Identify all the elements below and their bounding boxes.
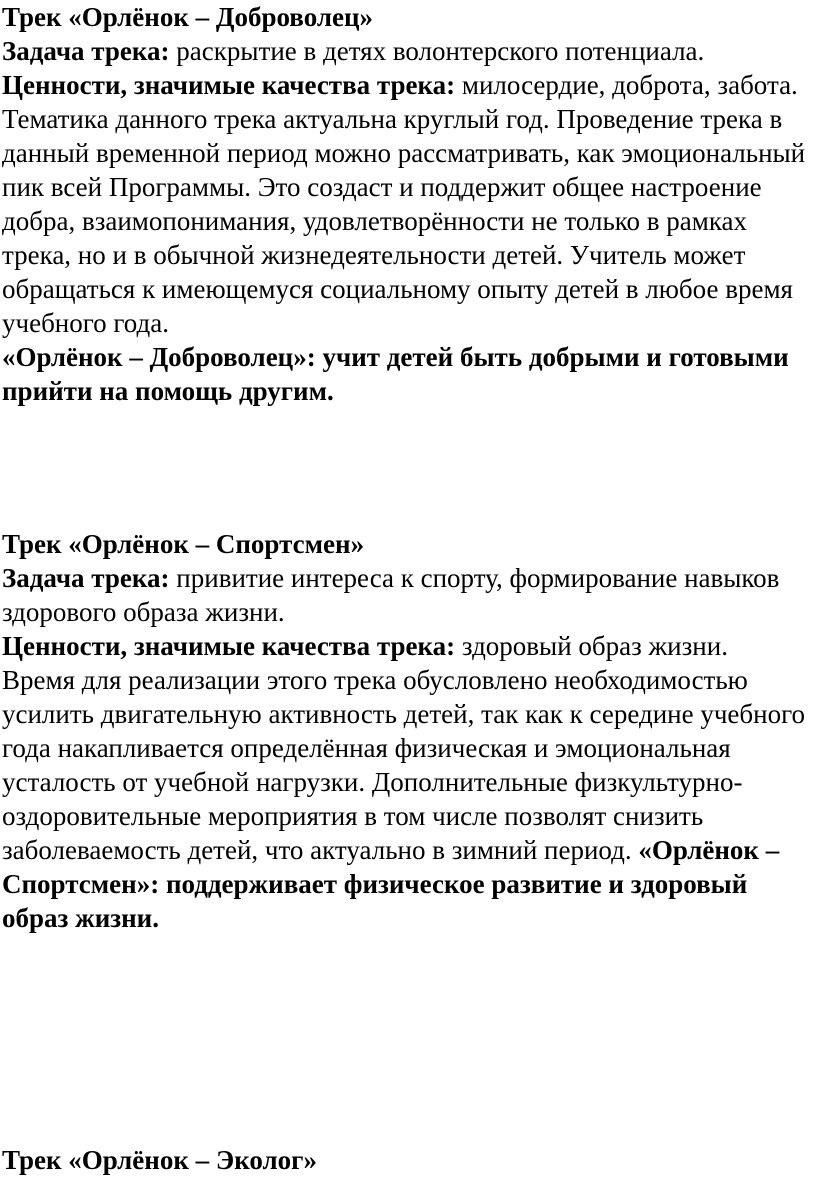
track-task <box>2 34 814 68</box>
track-ecologist <box>0 1143 814 1177</box>
values-label: Ценности, значимые качества трека: <box>2 631 456 661</box>
task-label: Задача трека: <box>2 36 170 66</box>
track-values <box>2 68 814 102</box>
track-sportsman <box>0 527 814 935</box>
task-text: привитие интереса к спорту, формирование навыков здорового образа жизни. <box>2 563 780 627</box>
track-slogan: «Орлёнок – Спортсмен»: поддерживает физическое развитие и здоровый образ жизни. <box>2 835 780 933</box>
track-title: Трек «Орлёнок – Спортсмен» <box>2 529 365 559</box>
values-label: Ценности, значимые качества трека: <box>2 70 456 100</box>
task-text: раскрытие в детях волонтерского потенциала. <box>169 36 705 66</box>
description-text: Время для реализации этого трека обусловлено необходимостью усилить двигательную активность детей, так как к середине учебного года накапливается определённая физическая и эмоциональная усталость от учебной нагрузки. Дополнительные физкультурно-оздоровительные мероприятия в том числе позволят снизить заболеваемость детей, что актуально в зимний период. <box>2 665 805 865</box>
track-slogan: «Орлёнок – Доброволец»: учит детей быть добрыми и готовыми прийти на помощь другим. <box>2 342 789 406</box>
task-label: Задача трека: <box>2 563 170 593</box>
track-title: Трек «Орлёнок – Доброволец» <box>2 2 374 32</box>
track-values <box>2 629 814 663</box>
track-description <box>2 663 814 935</box>
track-title: Трек «Орлёнок – Эколог» <box>2 1145 317 1175</box>
track-volunteer <box>0 0 814 408</box>
track-task <box>2 561 814 629</box>
track-description: Тематика данного трека актуальна круглый год. Проведение трека в данный временной период можно рассматривать, как эмоциональный пик всей Программы. Это создаст и поддержит общее настроение добра, взаимопонимания, удовлетворённости не только в рамках трека, но и в обычной жизнедеятельности детей. Учитель может обращаться к имеющемуся социальному опыту детей в любое время учебного года. <box>2 104 806 338</box>
values-text: милосердие, доброта, забота. <box>455 70 798 100</box>
values-text: здоровый образ жизни. <box>455 631 728 661</box>
